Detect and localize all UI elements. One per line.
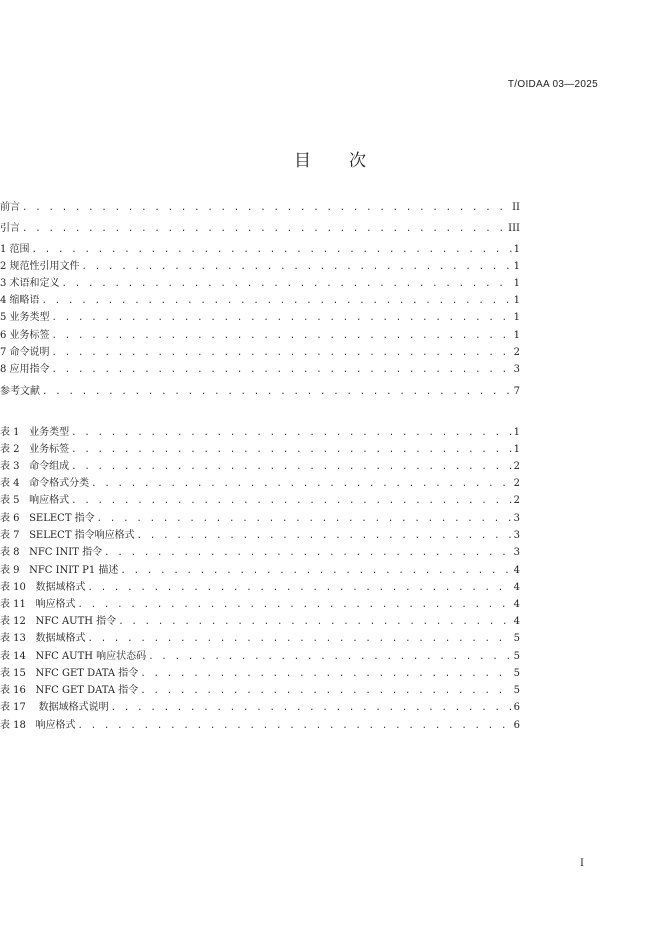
toc-entry[interactable] [0,201,520,215]
toc-entry-page: 3 [513,364,520,375]
toc-entry-page: 1 [513,312,520,323]
toc-entry-label: 2 规范性引用文件 [0,261,80,272]
toc-entry-page: 6 [513,702,520,713]
leader-dots [137,529,512,543]
toc-entry-label: 前言 [0,202,20,213]
toc-entry-page: II [512,202,520,213]
toc-entry[interactable] [0,346,520,360]
toc-entry-page: 1 [513,244,520,255]
leader-dots [82,260,512,274]
toc-entry-label: 3 术语和定义 [0,278,60,289]
leader-dots [62,277,512,291]
toc-entry-label: 参考文献 [0,386,40,397]
toc-entry[interactable] [0,294,520,308]
toc-entry-label: 表 12 NFC AUTH 指令 [0,616,117,627]
leader-dots [71,494,512,508]
toc-entry[interactable] [0,363,520,377]
toc-entry[interactable] [0,277,520,291]
toc-entry-label: 表 17 数据域格式说明 [0,702,109,713]
leader-dots [71,426,512,440]
toc-entry[interactable] [0,385,520,399]
toc-entry-label: 引言 [0,223,20,234]
toc-entry[interactable] [0,311,520,325]
toc-entry-page: 3 [513,513,520,524]
toc-entry-label: 表 16 NFC GET DATA 指令 [0,685,139,696]
leader-dots [42,385,512,399]
toc-entry-page: 6 [513,720,520,731]
leader-dots [148,650,511,664]
toc-entry-page: 4 [513,616,520,627]
toc-entry-label: 表 2 业务标签 [0,444,70,455]
toc-entry-label: 1 范围 [0,244,30,255]
leader-dots [77,598,511,612]
leader-dots [140,667,511,681]
toc-table-entry[interactable] [0,546,520,560]
toc-table-entry[interactable] [0,529,520,543]
toc-entry-label: 5 业务类型 [0,312,50,323]
toc-entry-page: 1 [513,278,520,289]
toc-entry-page: 1 [513,427,520,438]
document-code: T/OIDAA 03—2025 [507,79,598,90]
toc-entry[interactable] [0,243,520,257]
toc-table-entry[interactable] [0,650,520,664]
leader-dots [71,443,512,457]
toc-entry-label: 表 18 响应格式 [0,720,76,731]
toc-entry-page: 5 [513,685,520,696]
toc-entry-label: 表 10 数据域格式 [0,582,86,593]
leader-dots [91,477,512,491]
toc-entry-label: 6 业务标签 [0,330,50,341]
leader-dots [104,546,512,560]
toc-table-entry[interactable] [0,443,520,457]
toc-entry-label: 表 9 NFC INIT P1 描述 [0,565,119,576]
toc-entry-page: 2 [513,478,520,489]
toc-entry-page: 3 [513,530,520,541]
toc-table-entry[interactable] [0,701,520,715]
toc-entry-page: 3 [513,547,520,558]
toc-table-entry[interactable] [0,581,520,595]
toc-entry[interactable] [0,329,520,343]
toc-entry-label: 表 3 命令组成 [0,461,70,472]
title-char-2: 次 [349,151,368,171]
leader-dots [52,363,512,377]
toc-entry-page: 1 [513,295,520,306]
title-char-1: 目 [294,151,313,171]
toc-table-entry[interactable] [0,684,520,698]
toc-entry-page: 1 [513,330,520,341]
toc-table-entry[interactable] [0,460,520,474]
leader-dots [32,243,512,257]
toc-entry-page: 4 [513,582,520,593]
toc-table-entry[interactable] [0,598,520,612]
leader-dots [71,460,512,474]
page-title [0,146,662,171]
toc-entry-label: 4 缩略语 [0,295,40,306]
toc-table-entry[interactable] [0,426,520,440]
toc-table-entry[interactable] [0,477,520,491]
toc-table-entry[interactable] [0,667,520,681]
toc-entry-label: 7 命令说明 [0,347,50,358]
leader-dots [42,294,512,308]
leader-dots [77,719,511,733]
leader-dots [52,329,512,343]
toc-table-entry[interactable] [0,632,520,646]
toc-table-entry[interactable] [0,615,520,629]
leader-dots [52,346,512,360]
toc-entry-label: 表 6 SELECT 指令 [0,513,95,524]
toc-entry-page: 7 [513,386,520,397]
leader-dots [120,564,511,578]
toc-table-entry[interactable] [0,494,520,508]
toc-entry-page: 1 [513,261,520,272]
toc-entry-label: 表 14 NFC AUTH 响应状态码 [0,651,147,662]
leader-dots [140,684,511,698]
leader-dots [111,701,512,715]
toc-entry-label: 表 5 响应格式 [0,495,70,506]
leader-dots [87,632,511,646]
toc-entry-page: 2 [513,495,520,506]
toc-entry-label: 表 4 命令格式分类 [0,478,90,489]
toc-entry-label: 表 8 NFC INIT 指令 [0,547,103,558]
toc-entry-label: 表 11 响应格式 [0,599,76,610]
toc-entry-page: III [508,223,520,234]
toc-entry-page: 5 [513,651,520,662]
toc-entry-page: 2 [513,347,520,358]
toc-entry-page: 2 [513,461,520,472]
leader-dots [97,512,512,526]
leader-dots [118,615,511,629]
leader-dots [22,201,510,215]
toc-entry-page: 4 [513,565,520,576]
toc-entry[interactable] [0,222,520,236]
leader-dots [87,581,511,595]
leader-dots [22,222,506,236]
toc-entry-page: 5 [513,633,520,644]
toc-entry-label: 表 15 NFC GET DATA 指令 [0,668,139,679]
page-number: I [580,858,584,869]
toc-entry[interactable] [0,260,520,274]
toc-table-entry[interactable] [0,564,520,578]
toc-entry-label: 8 应用指令 [0,364,50,375]
toc-entry-label: 表 7 SELECT 指令响应格式 [0,530,135,541]
toc-table-entry[interactable] [0,512,520,526]
toc-entry-label: 表 1 业务类型 [0,427,70,438]
leader-dots [52,311,512,325]
toc-entry-page: 4 [513,599,520,610]
toc-table-entry[interactable] [0,719,520,733]
toc-entry-page: 1 [513,444,520,455]
toc-entry-page: 5 [513,668,520,679]
toc-entry-label: 表 13 数据域格式 [0,633,86,644]
